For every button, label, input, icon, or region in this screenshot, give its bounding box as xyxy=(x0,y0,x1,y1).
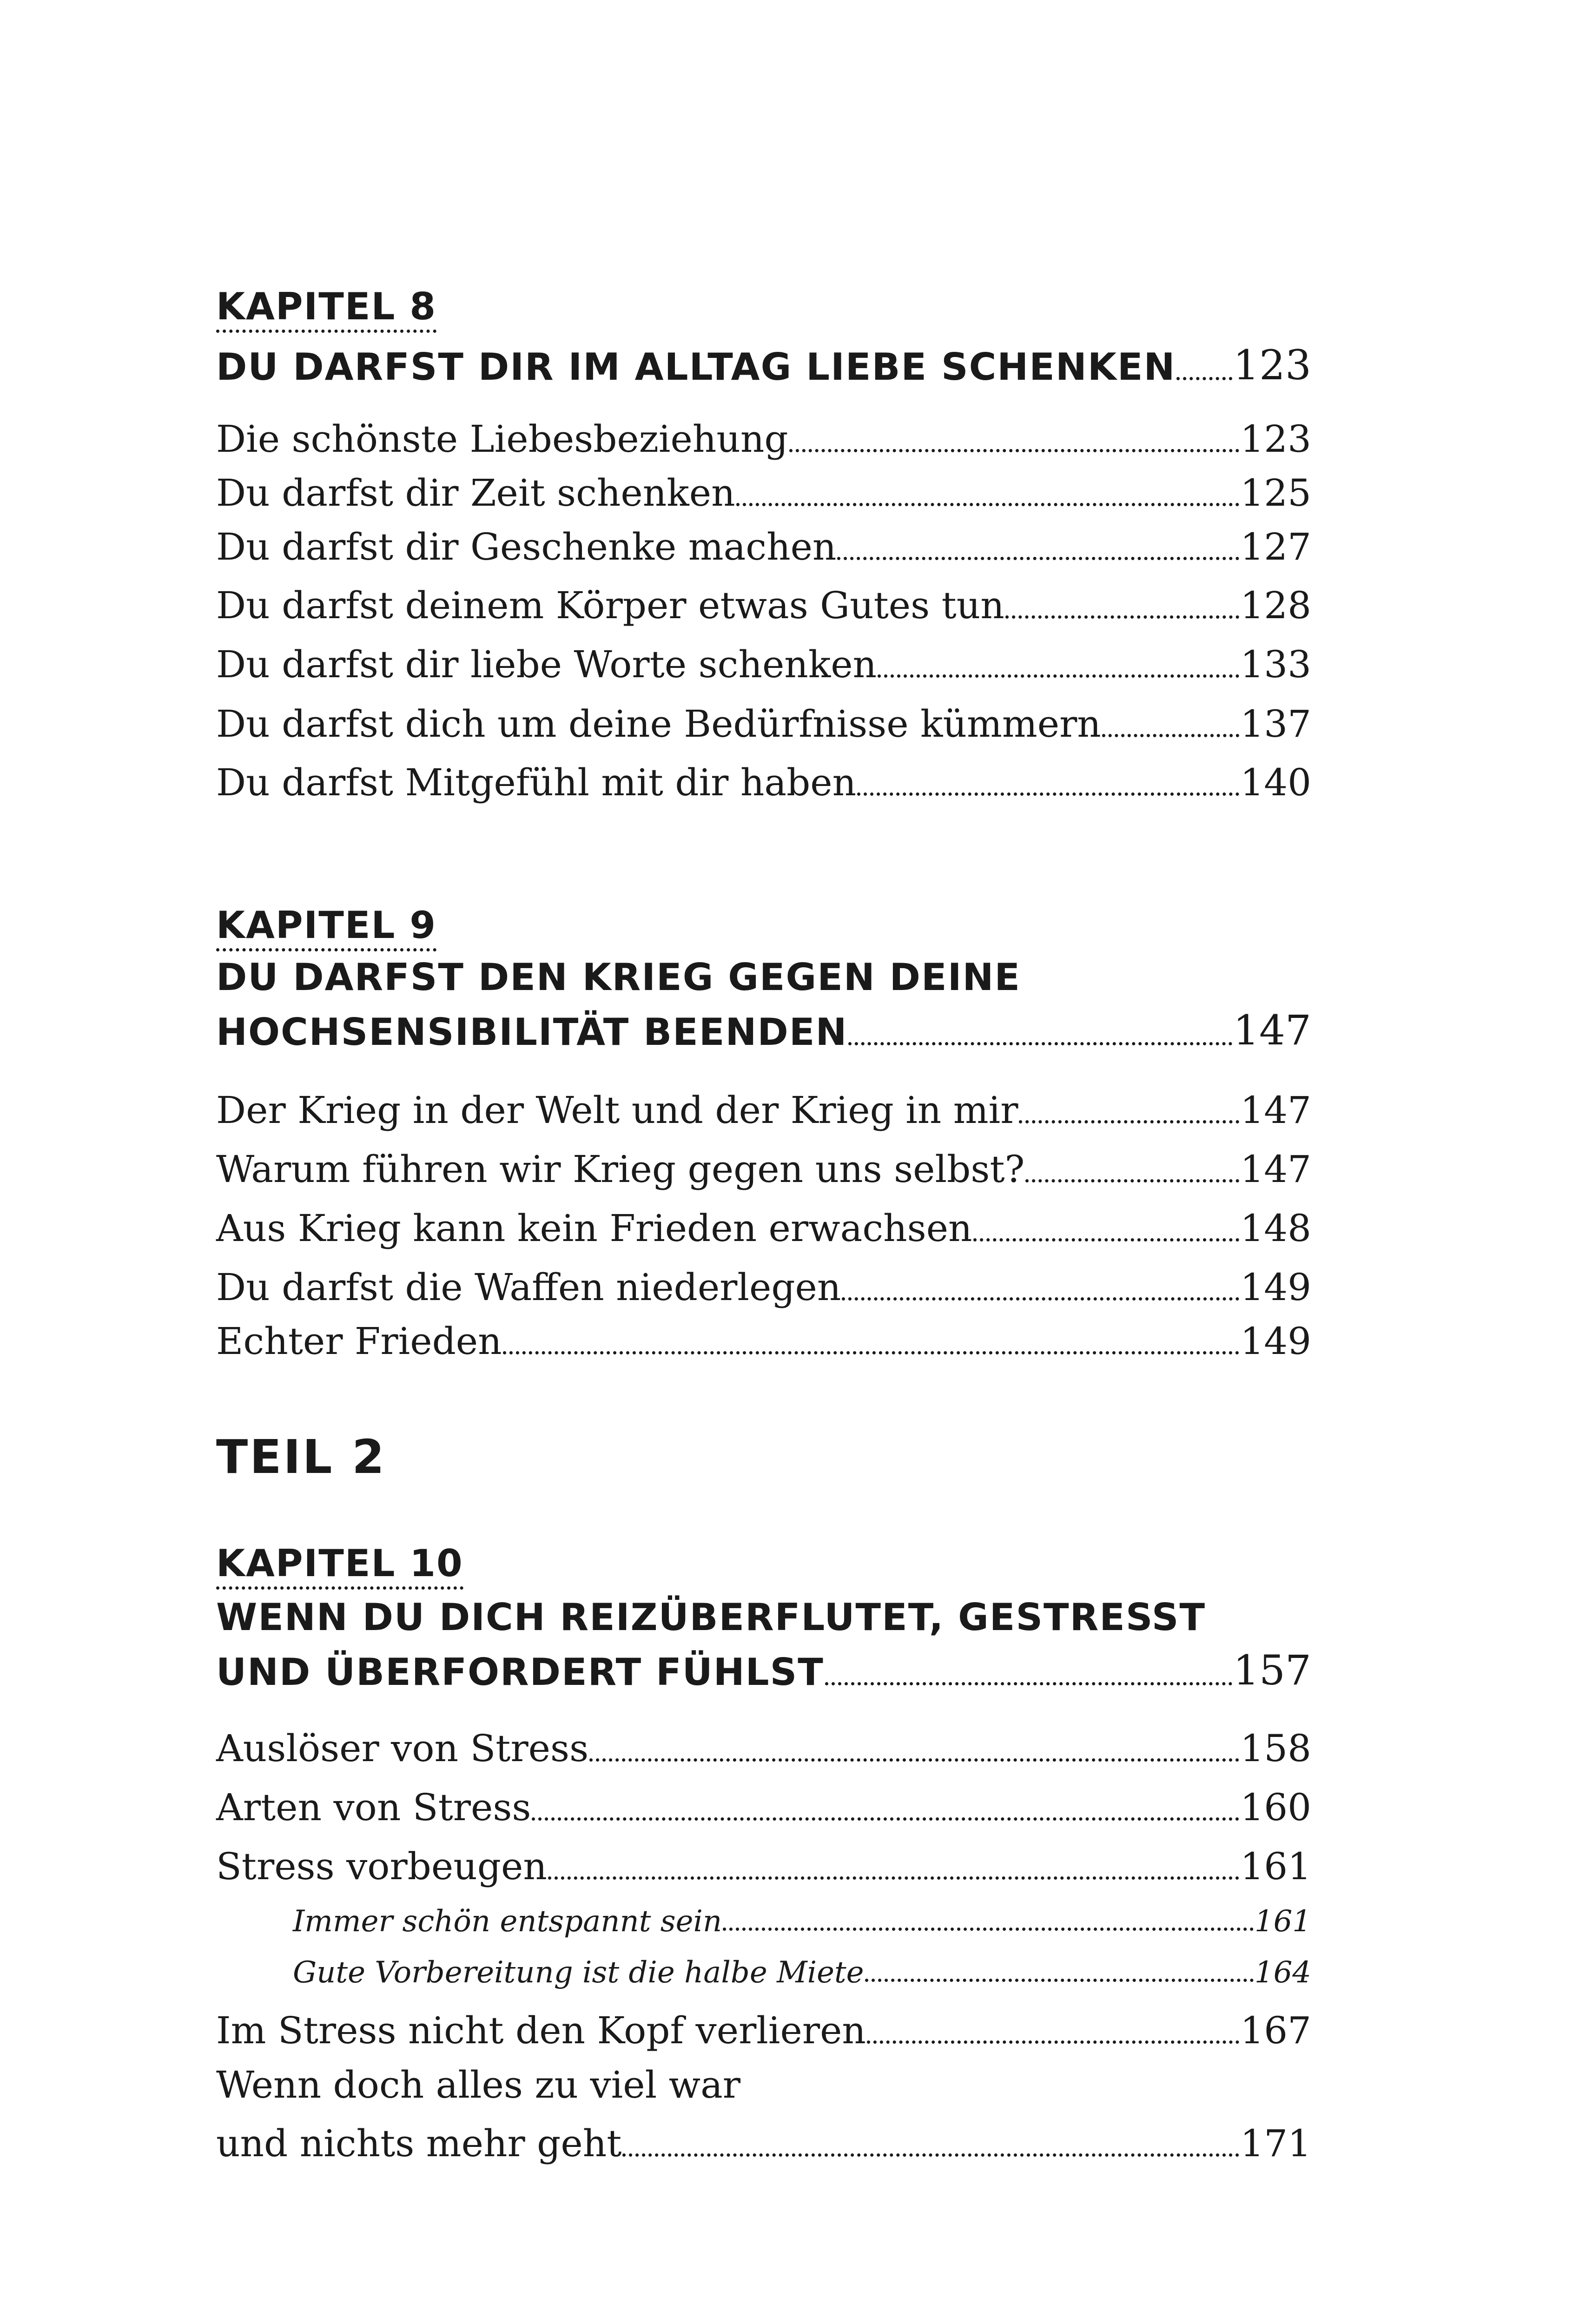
chapter-title-text: UND ÜBERFORDERT FÜHLST xyxy=(216,1651,824,1694)
toc-entry-line-1: Wenn doch alles zu viel war xyxy=(216,2063,741,2106)
toc-entry: Der Krieg in der Welt und der Krieg in mir 147 xyxy=(216,1089,1311,1132)
toc-entry: Im Stress nicht den Kopf verlieren 167 xyxy=(216,2009,1311,2052)
chapter-page: 157 xyxy=(1233,1646,1311,1694)
toc-entry: Du darfst dir Zeit schenken 125 xyxy=(216,471,1311,515)
toc-entry: Du darfst deinem Körper etwas Gutes tun 128 xyxy=(216,584,1311,627)
chapter-9-title xyxy=(216,1006,1311,1054)
toc-entry: Stress vorbeugen 161 xyxy=(216,1845,1311,1888)
toc-entry: Auslöser von Stress 158 xyxy=(216,1727,1311,1770)
toc-entry: Aus Krieg kann kein Frieden erwachsen 148 xyxy=(216,1207,1311,1250)
toc-entry: Du darfst die Waffen niederlegen 149 xyxy=(216,1266,1311,1309)
chapter-10-title xyxy=(216,1646,1311,1694)
toc-entry: und nichts mehr geht 171 xyxy=(216,2122,1311,2165)
toc-entry: Echter Frieden 149 xyxy=(216,1320,1311,1363)
chapter-10-title-line-1: WENN DU DICH REIZÜBERFLUTET, GESTRESST xyxy=(216,1596,1206,1639)
toc-entry: Du darfst dich um deine Bedürfnisse kümmern 137 xyxy=(216,702,1311,746)
toc-entry: Arten von Stress 160 xyxy=(216,1786,1311,1829)
part-heading: TEIL 2 xyxy=(216,1430,386,1484)
chapter-title-text: HOCHSENSIBILITÄT BEENDEN xyxy=(216,1010,848,1054)
toc-entry: Du darfst Mitgefühl mit dir haben 140 xyxy=(216,761,1311,804)
chapter-9-title-line-1: DU DARFST DEN KRIEG GEGEN DEINE xyxy=(216,956,1021,999)
toc-entry: Du darfst dir liebe Worte schenken 133 xyxy=(216,643,1311,686)
chapter-9-label: KAPITEL 9 xyxy=(216,907,436,944)
toc-subentry: Immer schön entspannt sein 161 xyxy=(293,1904,1311,1939)
toc-entry: Die schönste Liebesbeziehung 123 xyxy=(216,417,1311,461)
toc-entry: Warum führen wir Krieg gegen uns selbst? 147 xyxy=(216,1148,1311,1191)
chapter-8-title xyxy=(216,341,1311,389)
chapter-8-label: KAPITEL 8 xyxy=(216,288,436,325)
toc-entry: Du darfst dir Geschenke machen 127 xyxy=(216,525,1311,568)
chapter-10-label: KAPITEL 10 xyxy=(216,1545,463,1582)
toc-page xyxy=(216,0,1311,2324)
chapter-page: 147 xyxy=(1233,1006,1311,1054)
chapter-title-text: DU DARFST DIR IM ALLTAG LIEBE SCHENKEN xyxy=(216,345,1176,389)
chapter-page: 123 xyxy=(1233,341,1311,389)
toc-subentry: Gute Vorbereitung ist die halbe Miete 164 xyxy=(293,1955,1311,1990)
